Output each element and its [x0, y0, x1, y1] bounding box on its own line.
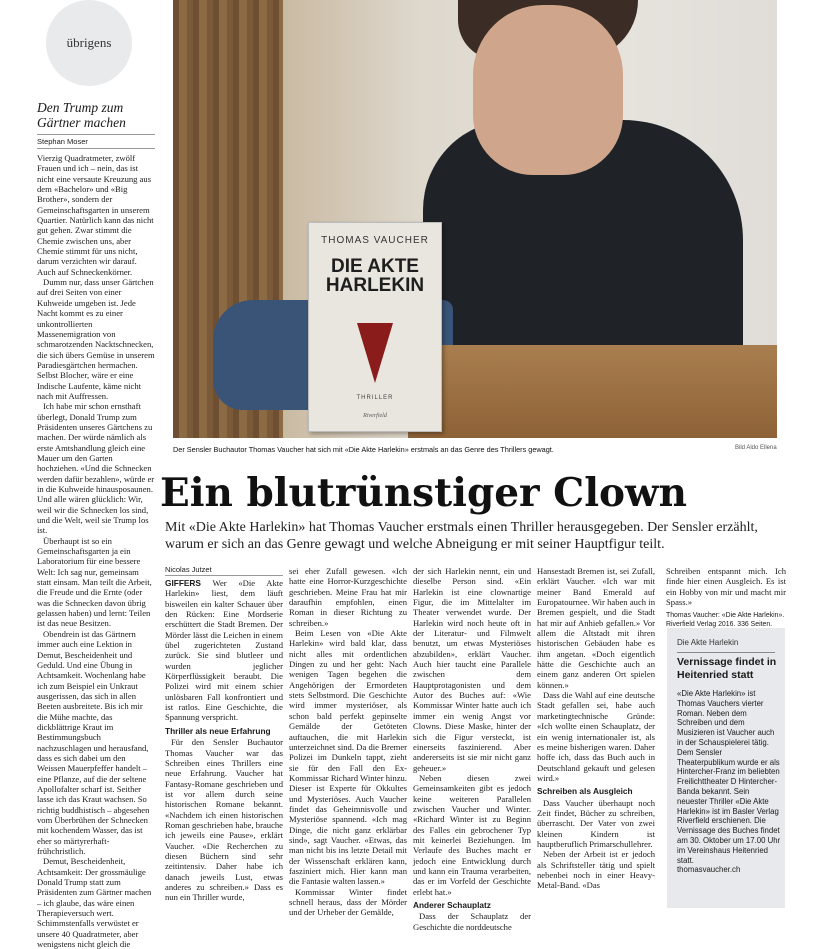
- book-title-line-1: DIE AKTE: [331, 256, 419, 277]
- info-box-label: Die Akte Harlekin: [677, 638, 739, 647]
- book-cover-genre: THRILLER: [356, 395, 394, 401]
- column-paragraph: Vierzig Quadratmeter, zwölf Frauen und ich – nein, das ist nicht eine versaute Kreuzung aus dem «Bachelor» und «Big Brother», sondern der Gemeinschaftsgarten in unserem Quartier. Natürlich kann das nicht gut gehen. Zwar stimmt die Chemie zwischen uns, aber Chemie stimmt für uns nicht, darum verzichten wir darauf. Auch auf Schneckenkörner.: [37, 153, 154, 277]
- column-paragraph: Dumm nur, dass unser Gärtchen auf drei Seiten von einer Kuhweide umgeben ist. Jede Nacht kommt es zu einer unkontrollierten Massenemigration von schmarotzenden Nacktschnecken, die sich übers Gemüse in unserem Paradiesgärtchen hermachen. Selbst Blocher, wäre er eine Indische Laufente, käme nicht nach mit Auffressen.: [37, 277, 155, 401]
- article-column-2: [289, 566, 407, 918]
- section-tag: übrigens: [66, 35, 112, 50]
- info-box-body: [677, 689, 781, 875]
- article-column-3: [413, 566, 531, 932]
- article-paragraph: [165, 578, 283, 723]
- article-headline: Ein blutrünstiger Clown: [160, 470, 687, 516]
- article-paragraph: Dass die Wahl auf eine deutsche Stadt gefallen sei, habe auch marketingtechnische Gründe: «Ich wollte einen Schauplatz, der ein wenig internationaler ist, als es meine bisherigen waren. Daher hoffe ich, dass das Buch auch in Deutschland gekauft und gelesen wird.»: [537, 690, 655, 783]
- book-title-line-2: HARLEKIN: [325, 275, 425, 296]
- book-cover-author: THOMAS VAUCHER: [321, 235, 429, 246]
- photo-caption: Der Sensler Buchautor Thomas Vaucher hat sich mit «Die Akte Harlekin» erstmals an das Genre des Thrillers gewagt.: [173, 445, 554, 454]
- article-paragraph: Für den Sensler Buchautor Thomas Vaucher war das Schreiben eines Thrillers eine neue Erfahrung. Vaucher hat Fantasy-Romane geschrieben und ist vor allem durch seine historischen Romane bekannt. «Nachdem ich einen historischen Roman geschrieben habe, brauche ich jeweils eine Pause», erklärt Vaucher. «Die Recherchen zu diesen Büchern sind sehr zeitintensiv. Daher habe ich danach jeweils Lust, etwas anderes zu schreiben.» Dass es nun ein Thriller wurde,: [165, 737, 283, 903]
- column-paragraph: Überhaupt ist so ein Gemeinschaftsgarten ja ein Laboratorium für eine bessere Welt: Ich sag nur, gemeinsam statt einsam. Man teilt die Arbeit, die Freude und die Ernte (oder was die Schnecken davon übrig gelassen haben) und lernt: Teilen ist das neue Besitzen.: [37, 535, 152, 629]
- info-box-text: «Die Akte Harlekin» ist Thomas Vauchers vierter Roman. Neben dem Schreiben und dem Musizieren ist Vaucher auch in der Schauspielerei tätig. Dem Sensler Theaterpublikum wurde er als Hintercher-Franz im beliebten Freilichttheater D Hintercher-Banda bekannt. Sein neuester Thriller «Die Akte Harlekin» ist im Basler Verlag Riverfield erschienen. Die Vernissage des Buches findet am 30. Oktober um 17.00 Uhr im Vereinshaus Heitenried statt.: [677, 689, 781, 865]
- column-paragraph: Ich habe mir schon ernsthaft überlegt, Donald Trump zum Präsidenten unseres Gärtchens zu machen. Der würde nämlich als erste Amtshandlung gleich eine Mauer um den Garten hochziehen. «Und die Schnecken werden dafür bezahlen», würde er in die Kuhweide hinausposaunen. Und alle wären glücklich: Wir, weil wir die Schnecken los sind, und die Welt, weil sie Trump los ist.: [37, 401, 155, 536]
- article-paragraph: Dass der Schauplatz der Geschichte die norddeutsche: [413, 911, 531, 932]
- article-author: Nicolas Jutzet: [165, 565, 283, 576]
- article-paragraph: Neben diesen zwei Gemeinsamkeiten gibt es jedoch keine weiteren Parallelen zwischen Vaucher und Winter. «Richard Winter ist zu Beginn des Falles ein gebrochener Typ mit keinerlei Beziehungen. Im Verlaufe des Buches macht er jedoch eine Entwicklung durch und kann ein Trauma verarbeiten, das er im Vorfeld der Geschichte erlebt hat.»: [413, 772, 531, 897]
- article-paragraph: sei eher Zufall gewesen. «Ich hatte eine Horror-Kurzgeschichte geschrieben. Meine Frau hat mir daraufhin empfohlen, einen Roman in dieser Richtung zu schreiben.»: [289, 566, 407, 628]
- article-photo: [173, 0, 777, 438]
- column-body: [37, 153, 155, 949]
- article-paragraph: Hansestadt Bremen ist, sei Zufall, erklärt Vaucher. «Ich war mit meiner Band Emerald auf Europatournee. Wir haben auch in Bremen gespielt, und die Stadt hat mir auf Anhieb gefallen.» Vor allem die Altstadt mit ihren historischen Gebäuden habe es ihm angetan. «Doch eigentlich hätte die Geschichte auch an einem ganz anderen Ort spielen können.»: [537, 566, 655, 690]
- photo-table: [408, 345, 777, 438]
- column-paragraph: Demut, Bescheidenheit, Achtsamkeit: Der grossmäulige Donald Trump statt zum Präsidenten zum Gärtner machen – ich glaube, das wäre einen Therapieversuch wert. Schimmstenfalls verwüstet er unsere 40 Quadratmeter, aber wenigstens nicht gleich die: [37, 856, 152, 949]
- article-column-1: [165, 578, 283, 903]
- column-paragraph: Obendrein ist das Gärtnern immer auch eine Lektion in Demut, Bescheidenheit und Geduld. Und eine Übung in Achtsamkeit. Wochenlang habe ich zum Beispiel ein Unkraut ausgerissen, das sich in allen Beeten ausbreitete. Bis ich mir die Mühe machte, das dickblättrige Kraut im Bestimmungsbuch nachzuschlagen und herausfand, dass es sich dabei um den Weissen Mauerpfeffer handelt – eine Pflanze, auf die der seltene Apollofalter scharf ist. Seither lasse ich das Kraut wachsen. So richtig buddhistisch – abgesehen vom Überbrühen der Schnecken mit kochendem Wasser, das ist eher so märtyrerhaft-frühchristlich.: [37, 628, 150, 857]
- column-author: Stephan Moser: [37, 134, 155, 149]
- article-paragraph: Neben der Arbeit ist er jedoch als Schriftsteller tätig und spielt nebenbei noch in einer Heavy-Metal-Band. «Das: [537, 849, 655, 891]
- column-title: Den Trump zum Gärtner machen: [37, 100, 126, 130]
- dateline: GIFFERS: [165, 578, 201, 588]
- info-box: [667, 628, 785, 908]
- article-paragraph: Beim Lesen von «Die Akte Harlekin» wird bald klar, dass nicht alles mit ordentlichen Dingen zu und her geht: Nach wenigen Tagen begehen die Angehörigen der Ermordeten stets Selbstmord. Die Geschichte wird immer mysteriöser, als schon bald perfekt gepinselte Gemälde der Getöteten auftauchen, die mit Harlekin unterzeichnet sind. Da die Bremer Polizei im Dunkeln tappt, zieht sie für den Fall den Ex-Kommissar Richard Winter hinzu. Dieser ist Experte für Okkultes und Mysteriöses. Auch Vaucher findet das Geheimnisvolle und Mysteriöse spannend. «Ich mag Dinge, die nicht ganz erklärbar sind», sagt Vaucher. «Etwas, das man nicht bis ins letzte Detail mit der Wissenschaft erklären kann, fasziniert mich. Hier kann man die Fantasie walten lassen.»: [289, 628, 407, 887]
- info-box-divider: [677, 652, 775, 653]
- photo-credit: Bild Aldo Ellena: [735, 445, 777, 451]
- article-paragraph: Dass Vaucher überhaupt noch Zeit findet, Bücher zu schreiben, überrascht. Der Vater von zwei kleinen Kindern ist hauptberuflich Primarschullehrer.: [537, 797, 655, 849]
- info-box-headline: Vernissage findet in Heitenried statt: [677, 656, 777, 681]
- article-paragraph: der sich Harlekin nennt, ein und dieselbe Person sind. «Ein Harlekin ist eine clownartige Figur, die im Mittelalter im Theater verwendet wurde. Der Harlekin wird noch heute oft in der Literatur- und Filmwelt benutzt, um etwas Mysteriöses abzubilden», erklärt Vaucher. Auch hier taucht eine Parallele zwischen dem Hauptprotagonisten und dem Autor des Buches auf: «Wie Kommissar Winter hatte auch ich immer ein wenig Angst vor Clowns. Diese Maske, hinter der sich die Figur versteckt, ist einerseits faszinierend. Aber andererseits ist sie mir nicht ganz geheuer.»: [413, 566, 531, 773]
- article-subhead: Anderer Schauplatz: [413, 900, 491, 910]
- opinion-column: [37, 100, 155, 949]
- article-lead: Mit «Die Akte Harlekin» hat Thomas Vaucher erstmals einen Thriller herausgegeben. Der Sensler erzählt, warum er sich an das Genre gewagt und welche Abneigung er mit seiner Hauptfigur teilt.: [165, 520, 758, 552]
- article-subhead: Schreiben als Ausgleich: [537, 786, 633, 797]
- section-tag-circle: [46, 0, 132, 86]
- article-column-5: [666, 566, 786, 607]
- book-info: Thomas Vaucher: «Die Akte Harlekin». Riverfield Verlag 2016. 336 Seiten.: [666, 612, 785, 628]
- article-paragraph: Kommissar Winter findet schnell heraus, dass der Mörder und der Urheber der Gemälde,: [289, 886, 407, 918]
- book-cover-title: [317, 257, 433, 295]
- article-subhead: Thriller als neue Erfahrung: [165, 725, 271, 736]
- paragraph-text: Wer «Die Akte Harlekin» liest, dem läuft bisweilen ein kalter Schauer über den Rücken: Eine Mordserie erschüttert die Stadt Bremen. Der Mörder lässt die Leichen in einem übel zugerichteten Zustand zurück. Sie sind blutleer und wurden jeglicher Körperflüssigkeit beraubt. Die Polizei wird mit einem schier unlösbaren Fall konfrontiert und ist ratlos. Eine Geschichte, die Spannung verspricht.: [165, 578, 283, 723]
- photo-person-face: [473, 5, 623, 175]
- book-cover-publisher: Riverfield: [363, 413, 387, 419]
- info-box-link[interactable]: thomasvaucher.ch: [677, 865, 741, 875]
- article-paragraph: Schreiben entspannt mich. Ich finde hier einen Ausgleich. Es ist ein Hobby von mir und macht mir Spass.»: [666, 566, 786, 608]
- blood-drop-graphic: [357, 323, 393, 383]
- book-cover: [308, 222, 442, 432]
- article-column-4: [537, 566, 655, 891]
